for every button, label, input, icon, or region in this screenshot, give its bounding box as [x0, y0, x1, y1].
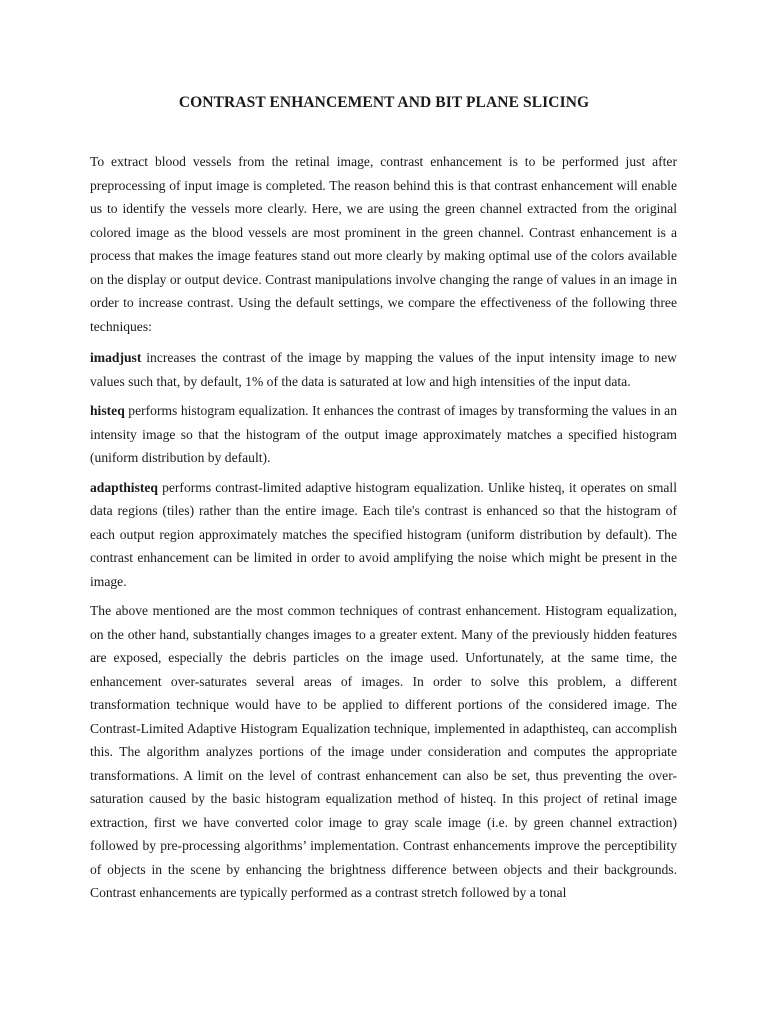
- technique-term: imadjust: [90, 350, 142, 365]
- technique-term: adapthisteq: [90, 479, 158, 495]
- technique-description: performs histogram equalization. It enhances the contrast of images by transforming the values in an intensity image so that the histogram of the output image approximately matches a specified histogram (uniform distribution by default).: [90, 403, 677, 465]
- discussion-paragraph: The above mentioned are the most common techniques of contrast enhancement. Histogram equalization, on the other hand, substantially changes images to a greater extent. Many of the previously hidden features are exposed, especially the debris particles on the image used. Unfortunately, at the same time, the enhancement over-saturates several areas of images. In order to solve this problem, a different transformation technique would have to be applied to different portions of the considered image. The Contrast-Limited Adaptive Histogram Equalization technique, implemented in adapthisteq, can accomplish this. The algorithm analyzes portions of the image under consideration and computes the appropriate transformations. A limit on the level of contrast enhancement can also be set, thus preventing the over-saturation caused by the basic histogram equalization method of histeq. In this project of retinal image extraction, first we have converted color image to gray scale image (i.e. by green channel extraction) followed by pre-processing algorithms’ implementation. Contrast enhancements improve the perceptibility of objects in the scene by enhancing the brightness difference between objects and their backgrounds. Contrast enhancements are typically performed as a contrast stretch followed by a tonal: [90, 603, 677, 900]
- technique-paragraph-adapthisteq: [90, 476, 677, 594]
- technique-description: performs contrast-limited adaptive histogram equalization. Unlike histeq, it operates on small data regions (tiles) rather than the entire image. Each tile's contrast is enhanced so that the histogram of each output region approximately matches the specified histogram (uniform distribution by default). The contrast enhancement can be limited in order to avoid amplifying the noise which might be present in the image.: [90, 479, 677, 589]
- intro-paragraph: To extract blood vessels from the retinal image, contrast enhancement is to be performed just after preprocessing of input image is completed. The reason behind this is that contrast enhancement will enable us to identify the vessels more clearly. Here, we are using the green channel extracted from the original colored image as the blood vessels are most prominent in the green channel. Contrast enhancement is a process that makes the image features stand out more clearly by making optimal use of the colors available on the display or output device. Contrast manipulations involve changing the range of values in an image in order to increase contrast. Using the default settings, we compare the effectiveness of the following three techniques:: [90, 154, 677, 334]
- page-title: CONTRAST ENHANCEMENT AND BIT PLANE SLICING: [178, 94, 590, 111]
- technique-term: histeq: [90, 403, 125, 418]
- document-body: [90, 150, 677, 911]
- technique-description: increases the contrast of the image by mapping the values of the input intensity image to new values such that, by default, 1% of the data is saturated at low and high intensities of the input data.: [90, 350, 677, 389]
- technique-paragraph-imadjust: [90, 346, 677, 393]
- technique-paragraph-histeq: [90, 399, 677, 470]
